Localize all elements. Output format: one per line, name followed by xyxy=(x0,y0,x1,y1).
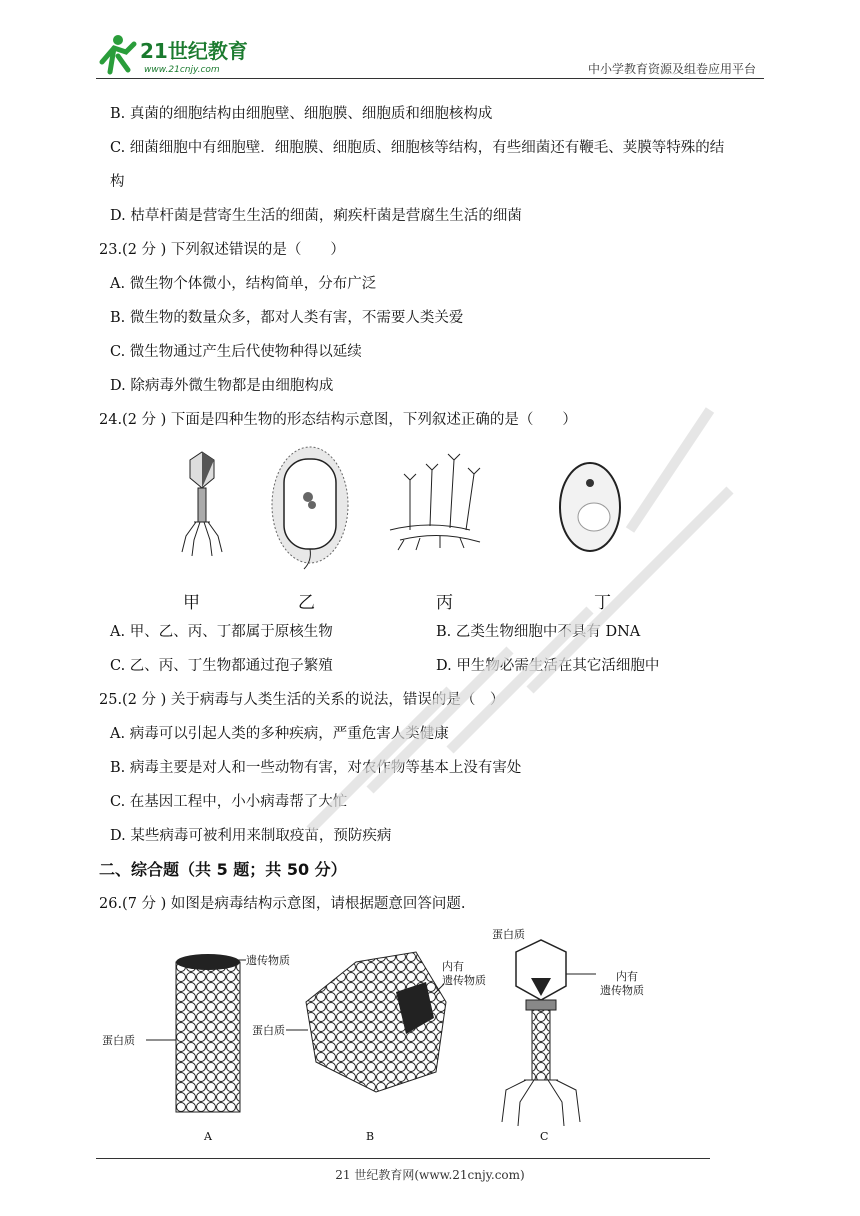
header-slogan: 中小学教育资源及组卷应用平台 xyxy=(587,62,756,76)
label-c-inner-2: 遗传物质 xyxy=(600,984,644,997)
question-26: 26.(7 分 ) 如图是病毒结构示意图，请根据题意回答问题. xyxy=(99,896,466,912)
option-line: A. 病毒可以引起人类的多种疾病，严重危害人类健康 xyxy=(110,726,449,742)
phage-virus-drawing xyxy=(502,940,596,1126)
rod-virus-drawing xyxy=(146,954,246,1112)
spherical-virus-drawing xyxy=(286,952,446,1092)
caption-jia: 甲 xyxy=(183,593,200,613)
bacterium-drawing xyxy=(272,447,348,569)
option-line: C. 在基因工程中，小小病毒帮了大忙 xyxy=(110,794,348,810)
yeast-drawing xyxy=(560,463,620,551)
option-line: B. 乙类生物细胞中不具有 DNA xyxy=(436,624,641,640)
option-line: D. 甲生物必需生活在其它活细胞中 xyxy=(436,658,660,674)
header-divider xyxy=(96,78,764,79)
runner-icon xyxy=(102,35,134,72)
caption-ding: 丁 xyxy=(594,593,611,613)
phage-drawing xyxy=(182,452,222,556)
question-23: 23.(2 分 ) 下列叙述错误的是（ ） xyxy=(99,242,345,258)
option-line: B. 真菌的细胞结构由细胞壁、细胞膜、细胞质和细胞核构成 xyxy=(110,106,493,122)
option-line: D. 枯草杆菌是营寄生生活的细菌，痢疾杆菌是营腐生生活的细菌 xyxy=(110,208,522,224)
label-b-inner-2: 遗传物质 xyxy=(442,974,486,987)
logo-text: 21世纪教育 xyxy=(140,39,248,63)
option-line: B. 病毒主要是对人和一些动物有害，对农作物等基本上没有害处 xyxy=(110,760,522,776)
option-line: C. 乙、丙、丁生物都通过孢子繁殖 xyxy=(110,658,333,674)
option-line: B. 微生物的数量众多，都对人类有害，不需要人类关爱 xyxy=(110,310,464,326)
virus-structure-figure xyxy=(96,922,676,1150)
caption-yi: 乙 xyxy=(298,593,315,613)
label-b-inner-1: 内有 xyxy=(442,960,464,973)
section-heading: 二、综合题（共 5 题；共 50 分） xyxy=(99,860,347,879)
label-a-protein: 蛋白质 xyxy=(102,1034,135,1047)
option-line: D. 某些病毒可被利用来制取疫苗，预防疾病 xyxy=(110,828,392,844)
option-line: C. 细菌细胞中有细胞壁．细胞膜、细胞质、细胞核等结构，有些细菌还有鞭毛、荚膜等特殊的结 xyxy=(110,140,725,156)
option-line: C. 微生物通过产生后代使物种得以延续 xyxy=(110,344,362,360)
footer-divider xyxy=(96,1158,710,1159)
label-a-genetic: 遗传物质 xyxy=(246,954,290,967)
option-line: A. 甲、乙、丙、丁都属于原核生物 xyxy=(110,624,333,640)
caption-bing: 丙 xyxy=(436,593,453,613)
site-logo xyxy=(96,32,266,80)
label-c-inner-1: 内有 xyxy=(616,970,638,983)
footer-text: 21 世纪教育网(www.21cnjy.com) xyxy=(335,1168,525,1182)
logo-url: www.21cnjy.com xyxy=(144,65,220,75)
label-b-protein: 蛋白质 xyxy=(252,1024,285,1037)
option-line: 构 xyxy=(110,174,125,190)
letter-a: A xyxy=(204,1130,212,1143)
question-25: 25.(2 分 ) 关于病毒与人类生活的关系的说法，错误的是（ ） xyxy=(99,692,505,708)
option-line: A. 微生物个体微小，结构简单，分布广泛 xyxy=(110,276,377,292)
question-24: 24.(2 分 ) 下面是四种生物的形态结构示意图，下列叙述正确的是（ ） xyxy=(99,412,577,428)
label-c-protein: 蛋白质 xyxy=(492,928,525,941)
mold-drawing xyxy=(390,454,480,550)
letter-b: B xyxy=(366,1130,375,1143)
organisms-figure xyxy=(160,440,640,570)
option-line: D. 除病毒外微生物都是由细胞构成 xyxy=(110,378,334,394)
letter-c: C xyxy=(540,1130,549,1143)
